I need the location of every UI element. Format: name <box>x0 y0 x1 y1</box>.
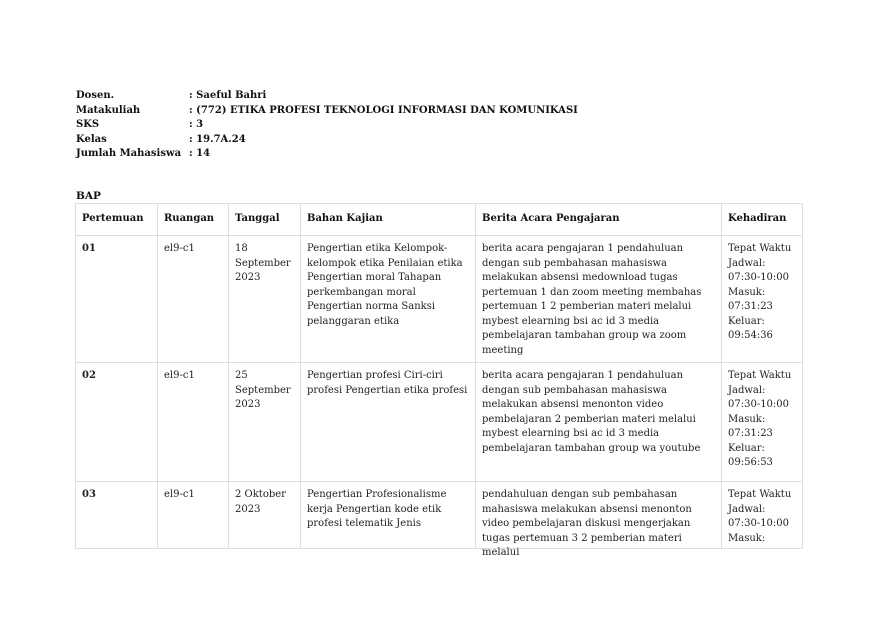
dosen-value: : Saeful Bahri <box>189 90 267 101</box>
matakuliah-value: : (772) ETIKA PROFESI TEKNOLOGI INFORMASI DAN KOMUNIKASI <box>189 104 578 116</box>
jumlah-value: : 14 <box>189 148 211 160</box>
header-ruangan: Ruangan <box>158 204 229 236</box>
cell-berita-acara-text: pendahuluan dengan sub pembahasan mahasiswa melakukan absensi menonton video pembelajaran diskusi mengerjakan tugas pertemuan 3 2 pemberian materi melalui <box>482 489 692 558</box>
cell-tanggal: 18 September 2023 <box>229 236 301 363</box>
cell-ruangan: el9-c1 <box>158 236 229 363</box>
matakuliah-label: Matakuliah <box>76 104 141 116</box>
info-row-dosen <box>76 89 578 104</box>
cell-bahan-kajian-text: Pengertian Profesionalisme kerja Pengertian kode etik profesi telematik Jenis <box>307 489 447 529</box>
info-row-jumlah <box>76 147 578 162</box>
cell-bahan-kajian: Pengertian profesi Ciri-ciri profesi Pengertian etika profesi <box>301 363 476 482</box>
sks-value: : 3 <box>189 119 204 131</box>
bap-title: BAP <box>76 190 101 202</box>
header-bahan-kajian: Bahan Kajian <box>301 204 476 236</box>
cell-tanggal <box>229 482 301 549</box>
cell-pertemuan-text: 03 <box>82 489 96 500</box>
course-info <box>76 89 578 162</box>
cell-kehadiran: Tepat Waktu Jadwal: 07:30-10:00 Masuk: 07:31:23 Keluar: 09:54:36 <box>722 236 803 363</box>
dosen-label: Dosen. <box>76 90 115 101</box>
jumlah-label: Jumlah Mahasiswa <box>76 148 182 160</box>
cell-kehadiran-text: Tepat Waktu Jadwal: 07:30-10:00 Masuk: <box>728 489 792 544</box>
table-row <box>76 236 803 363</box>
cell-pertemuan <box>76 482 158 549</box>
cell-berita-acara: berita acara pengajaran 1 pendahuluan dengan sub pembahasan mahasiswa melakukan absensi medownload tugas pertemuan 1 dan zoom meeting membahas pertemuan 1 2 pemberian materi melalui mybest elearning bsi ac id 3 media pembelajaran tambahan group wa zoom meeting <box>476 236 722 363</box>
cell-tanggal-text: 2 Oktober 2023 <box>235 489 286 515</box>
cell-ruangan-text: el9-c1 <box>164 489 195 500</box>
table-header-row <box>76 204 803 236</box>
header-berita-acara: Berita Acara Pengajaran <box>476 204 722 236</box>
cell-kehadiran <box>722 482 803 549</box>
header-kehadiran: Kehadiran <box>722 204 803 236</box>
cell-berita-acara: berita acara pengajaran 1 pendahuluan dengan sub pembahasan mahasiswa melakukan absensi menonton video pembelajaran 2 pemberian materi melalui mybest elearning bsi ac id 3 media pembelajaran tambahan group wa youtube <box>476 363 722 482</box>
table-row <box>76 363 803 482</box>
cell-ruangan <box>158 482 229 549</box>
kelas-label: Kelas <box>76 133 107 145</box>
cell-tanggal: 25 September 2023 <box>229 363 301 482</box>
bap-table <box>75 203 803 558</box>
header-tanggal: Tanggal <box>229 204 301 236</box>
info-row-matakuliah <box>76 104 578 119</box>
sks-label: SKS <box>76 119 100 131</box>
kelas-value: : 19.7A.24 <box>189 133 246 145</box>
cell-berita-acara <box>476 482 722 558</box>
cell-bahan-kajian: Pengertian etika Kelompok-kelompok etika Penilaian etika Pengertian moral Tahapan perkembangan moral Pengertian norma Sanksi pelanggaran etika <box>301 236 476 363</box>
cell-pertemuan: 01 <box>76 236 158 363</box>
header-pertemuan: Pertemuan <box>76 204 158 236</box>
cell-pertemuan: 02 <box>76 363 158 482</box>
cell-kehadiran: Tepat Waktu Jadwal: 07:30-10:00 Masuk: 07:31:23 Keluar: 09:56:53 <box>722 363 803 482</box>
info-row-kelas <box>76 133 578 148</box>
table-row <box>76 482 803 549</box>
cell-bahan-kajian <box>301 482 476 549</box>
cell-ruangan: el9-c1 <box>158 363 229 482</box>
info-row-sks <box>76 118 578 133</box>
